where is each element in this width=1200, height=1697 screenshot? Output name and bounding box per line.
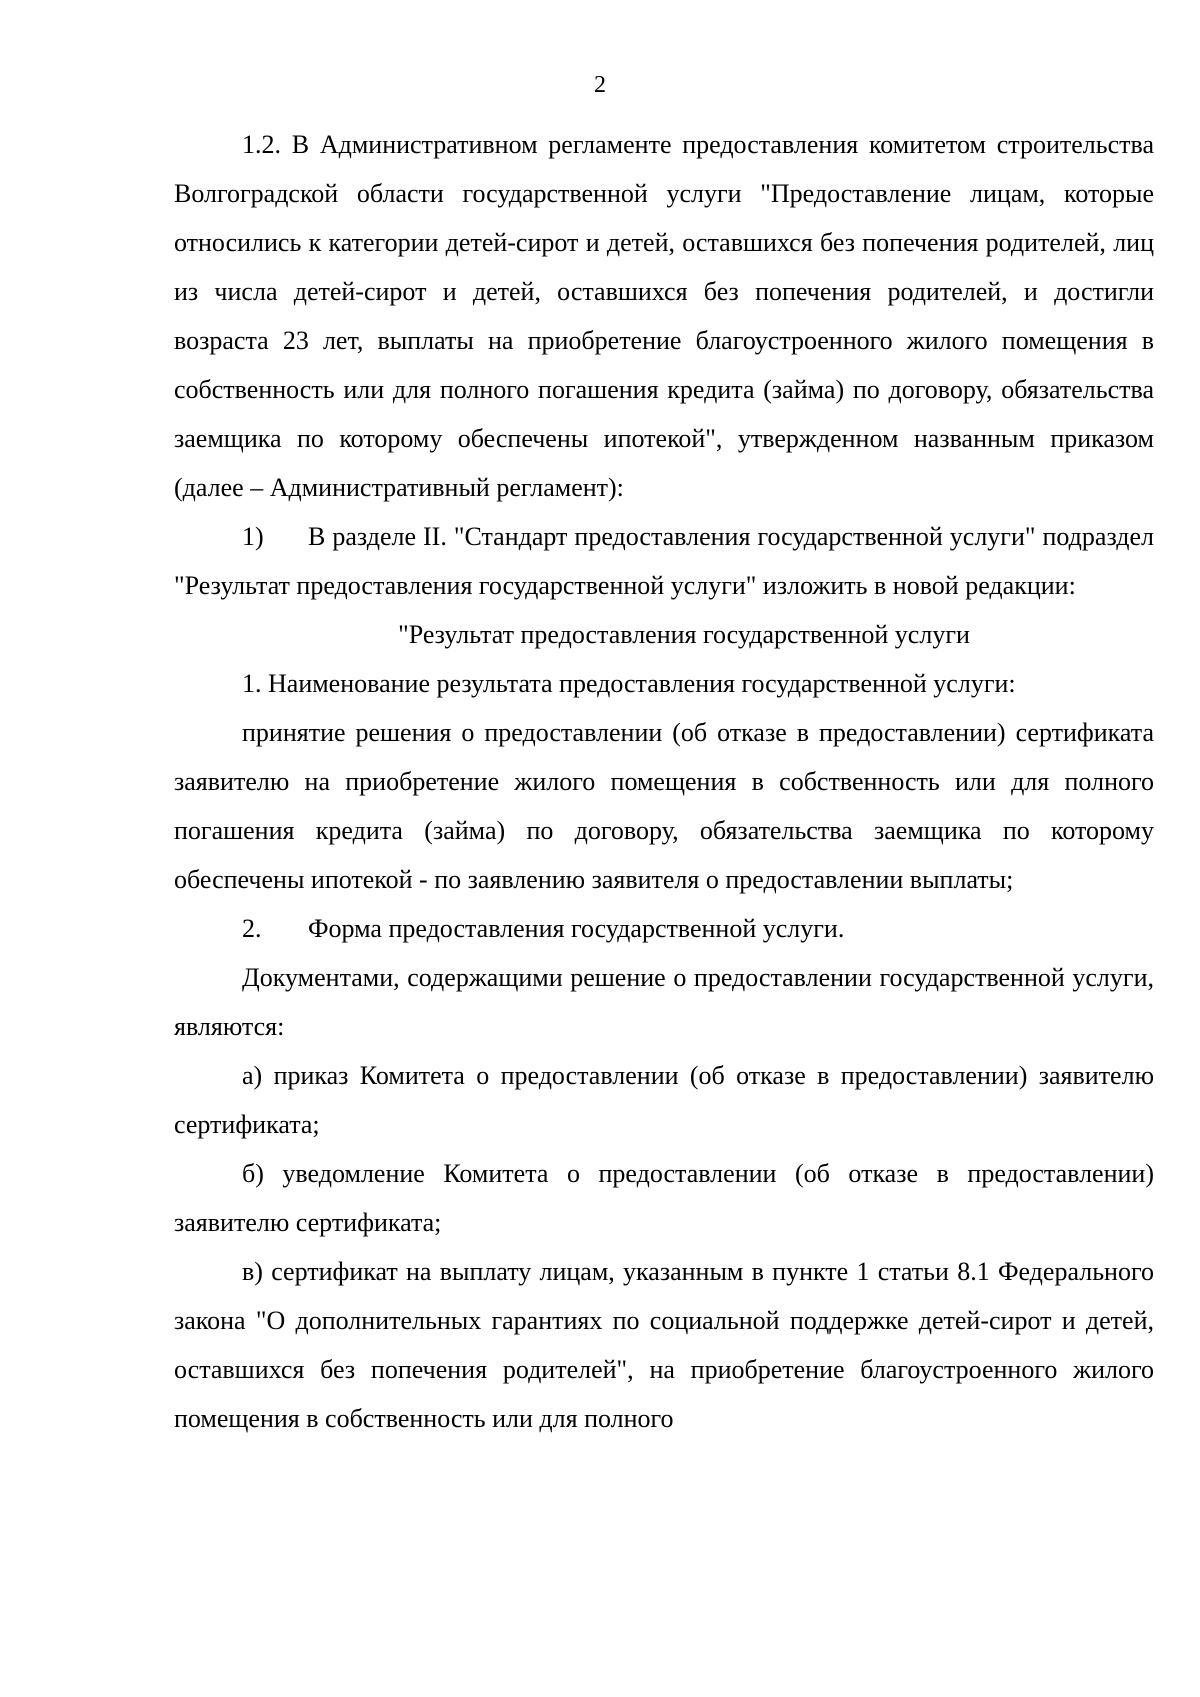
paragraph-documents: Документами, содержащими решение о предоставлении государственной услуги, являются: bbox=[174, 963, 1154, 1041]
item-2-text: Форма предоставления государственной услуги. bbox=[308, 914, 845, 943]
paragraph-item-1 bbox=[174, 512, 1154, 610]
item-1-continuation: подраздел "Результат предоставления государственной услуги" изложить в новой редакции: bbox=[174, 522, 1154, 600]
paragraph-order: а) приказ Комитета о предоставлении (об отказе в предоставлении) заявителю сертификата; bbox=[174, 1061, 1154, 1139]
page-number: 2 bbox=[594, 72, 606, 98]
subsection-heading: "Результат предоставления государственной услуги bbox=[398, 620, 970, 649]
document-body bbox=[174, 120, 1154, 1443]
paragraph-certificate: в) сертификат на выплату лицам, указанным в пункте 1 статьи 8.1 Федерального закона "О дополнительных гарантиях по социальной поддержке детей-сирот и детей, оставшихся без попечения родителей", на приобретение благоустроенного жилого помещения в собственность или для полного bbox=[174, 1257, 1154, 1433]
paragraph-decision: принятие решения о предоставлении (об отказе в предоставлении) сертификата заявителю на приобретение жилого помещения в собственность или для полного погашения кредита (займа) по договору, обязательства заемщика по которому обеспечены ипотекой - по заявлению заявителя о предоставлении выплаты; bbox=[174, 718, 1154, 894]
item-1-text: В разделе II. "Стандарт предоставления государственной услуги" bbox=[308, 522, 1036, 551]
item-2-number: 2. bbox=[242, 914, 262, 943]
paragraph-1-2: 1.2. В Административном регламенте предоставления комитетом строительства Волгоградской области государственной услуги "Предоставление лицам, которые относились к категории детей-сирот и детей, оставшихся без попечения родителей, лиц из числа детей-сирот и детей, оставшихся без попечения родителей, и достигли возраста 23 лет, выплаты на приобретение благоустроенного жилого помещения в собственность или для полного погашения кредита (займа) по договору, обязательства заемщика по которому обеспечены ипотекой", утвержденном названным приказом (далее – Административный регламент): bbox=[174, 130, 1154, 502]
paragraph-notification: б) уведомление Комитета о предоставлении (об отказе в предоставлении) заявителю сертификата; bbox=[174, 1159, 1154, 1237]
paragraph-item-2 bbox=[174, 904, 1154, 953]
item-1-number: 1) bbox=[242, 522, 264, 551]
paragraph-result-name: 1. Наименование результата предоставления государственной услуги: bbox=[242, 669, 1016, 698]
